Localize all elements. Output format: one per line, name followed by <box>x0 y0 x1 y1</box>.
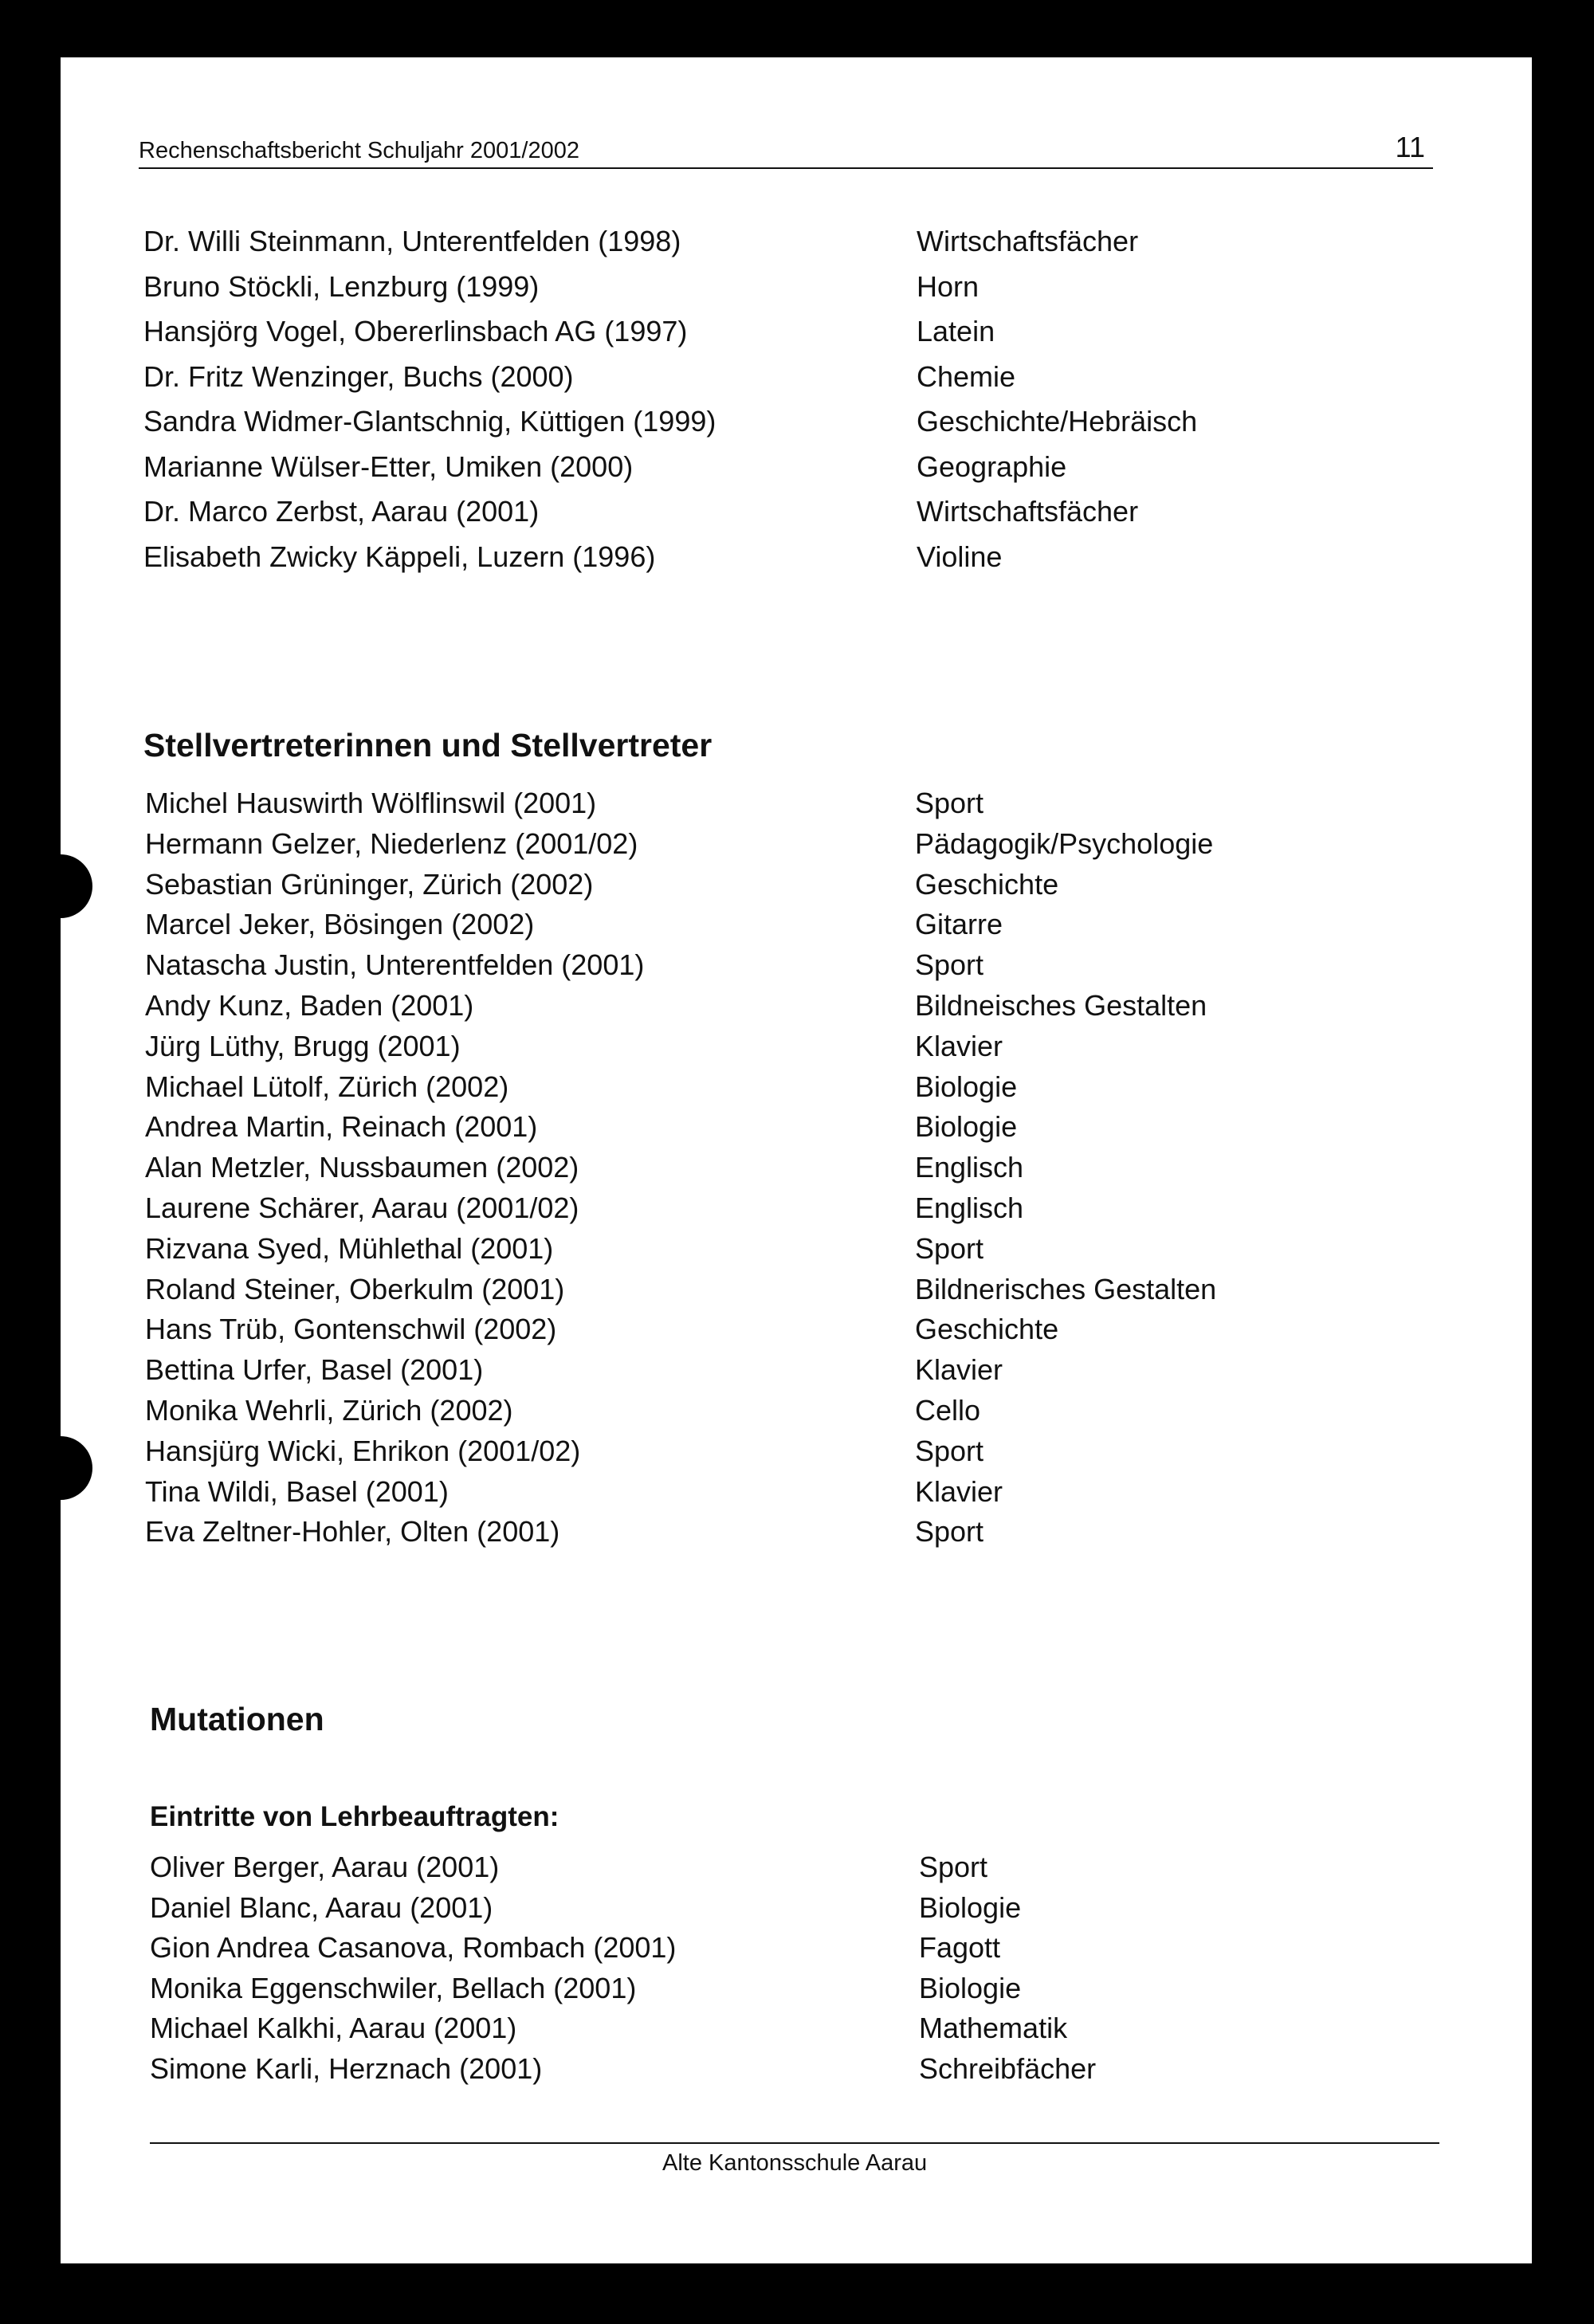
subject: Mathematik <box>919 2012 1068 2045</box>
person-name: Simone Karli, Herznach (2001) <box>150 2052 543 2085</box>
person-name: Jürg Lüthy, Brugg (2001) <box>145 1029 461 1062</box>
subject: Sport <box>919 1851 988 1883</box>
subject: Klavier <box>915 1029 1003 1062</box>
person-name: Sebastian Grüninger, Zürich (2002) <box>145 867 594 901</box>
subject: Wirtschaftsfächer <box>917 225 1139 257</box>
subject: Sport <box>915 1231 984 1265</box>
person-name: Natascha Justin, Unterentfelden (2001) <box>145 948 645 982</box>
punch-hole-top <box>61 854 92 918</box>
person-name: Marianne Wülser-Etter, Umiken (2000) <box>143 449 634 483</box>
subject: Englisch <box>915 1151 1024 1184</box>
subject: Biologie <box>915 1110 1018 1144</box>
person-name: Dr. Willi Steinmann, Unterentfelden (1998) <box>143 225 681 257</box>
person-name: Rizvana Syed, Mühlethal (2001) <box>145 1231 554 1265</box>
subject: Sport <box>915 948 984 982</box>
person-name: Bruno Stöckli, Lenzburg (1999) <box>143 269 540 303</box>
subject: Pädagogik/Psychologie <box>915 826 1214 860</box>
subject: Biologie <box>915 1070 1018 1103</box>
subject: Schreibfächer <box>919 2052 1097 2085</box>
person-name: Roland Steiner, Oberkulm (2001) <box>145 1272 565 1305</box>
subject: Wirtschaftsfächer <box>917 495 1139 528</box>
page-number: 11 <box>1395 131 1425 163</box>
subject: Geographie <box>917 449 1067 483</box>
section-heading-mutations: Mutationen <box>150 1701 324 1737</box>
subject: Geschichte <box>915 867 1059 901</box>
subject: Klavier <box>915 1353 1003 1387</box>
subject: Horn <box>917 269 980 303</box>
subject: Sport <box>915 1515 984 1549</box>
person-name: Andy Kunz, Baden (2001) <box>145 989 474 1022</box>
subject: Cello <box>915 1394 981 1427</box>
person-name: Hansjürg Wicki, Ehrikon (2001/02) <box>145 1434 581 1467</box>
person-name: Dr. Fritz Wenzinger, Buchs (2000) <box>143 359 574 393</box>
person-name: Alan Metzler, Nussbaumen (2002) <box>145 1151 579 1184</box>
person-name: Michel Hauswirth Wölflinswil (2001) <box>145 787 597 819</box>
person-name: Michael Kalkhi, Aarau (2001) <box>150 2012 517 2045</box>
person-name: Monika Eggenschwiler, Bellach (2001) <box>150 1971 637 2004</box>
person-name: Oliver Berger, Aarau (2001) <box>150 1851 500 1883</box>
person-name: Gion Andrea Casanova, Rombach (2001) <box>150 1931 677 1965</box>
subject: Biologie <box>919 1971 1022 2004</box>
person-name: Marcel Jeker, Bösingen (2002) <box>145 908 535 941</box>
subject: Biologie <box>919 1890 1022 1924</box>
person-name: Eva Zeltner-Hohler, Olten (2001) <box>145 1515 560 1549</box>
subheading-new-teachers: Eintritte von Lehrbeauftragten: <box>150 1801 559 1832</box>
subject: Geschichte <box>915 1313 1059 1346</box>
person-name: Sandra Widmer-Glantschnig, Küttigen (1999) <box>143 405 717 438</box>
person-name: Monika Wehrli, Zürich (2002) <box>145 1394 513 1427</box>
person-name: Dr. Marco Zerbst, Aarau (2001) <box>143 495 540 528</box>
subject: Latein <box>917 315 995 347</box>
footer-text: Alte Kantonsschule Aarau <box>662 2150 928 2176</box>
subject: Chemie <box>917 359 1016 393</box>
subject: Bildnerisches Gestalten <box>915 1272 1217 1305</box>
subject: Bildneisches Gestalten <box>915 989 1207 1022</box>
person-name: Daniel Blanc, Aarau (2001) <box>150 1890 493 1924</box>
person-name: Tina Wildi, Basel (2001) <box>145 1474 449 1508</box>
header-title: Rechenschaftsbericht Schuljahr 2001/2002 <box>139 138 579 163</box>
person-name: Bettina Urfer, Basel (2001) <box>145 1353 484 1387</box>
section-heading-substitutes: Stellvertreterinnen und Stellvertreter <box>143 727 713 764</box>
person-name: Elisabeth Zwicky Käppeli, Luzern (1996) <box>143 540 656 573</box>
person-name: Hansjörg Vogel, Obererlinsbach AG (1997) <box>143 315 688 347</box>
subject: Klavier <box>915 1474 1003 1508</box>
person-name: Laurene Schärer, Aarau (2001/02) <box>145 1191 579 1224</box>
footer-rule <box>150 2142 1439 2144</box>
subject: Violine <box>917 540 1003 573</box>
subject: Sport <box>915 1434 984 1467</box>
subject: Fagott <box>919 1931 1001 1965</box>
subject: Englisch <box>915 1191 1024 1224</box>
document-page <box>61 57 1532 2263</box>
person-name: Hans Trüb, Gontenschwil (2002) <box>145 1313 557 1346</box>
subject: Gitarre <box>915 908 1003 941</box>
person-name: Andrea Martin, Reinach (2001) <box>145 1110 538 1144</box>
subject: Sport <box>915 787 984 819</box>
person-name: Michael Lütolf, Zürich (2002) <box>145 1070 509 1103</box>
subject: Geschichte/Hebräisch <box>917 405 1198 438</box>
page-header <box>139 128 1433 169</box>
punch-hole-bottom <box>61 1436 92 1500</box>
person-name: Hermann Gelzer, Niederlenz (2001/02) <box>145 826 638 860</box>
